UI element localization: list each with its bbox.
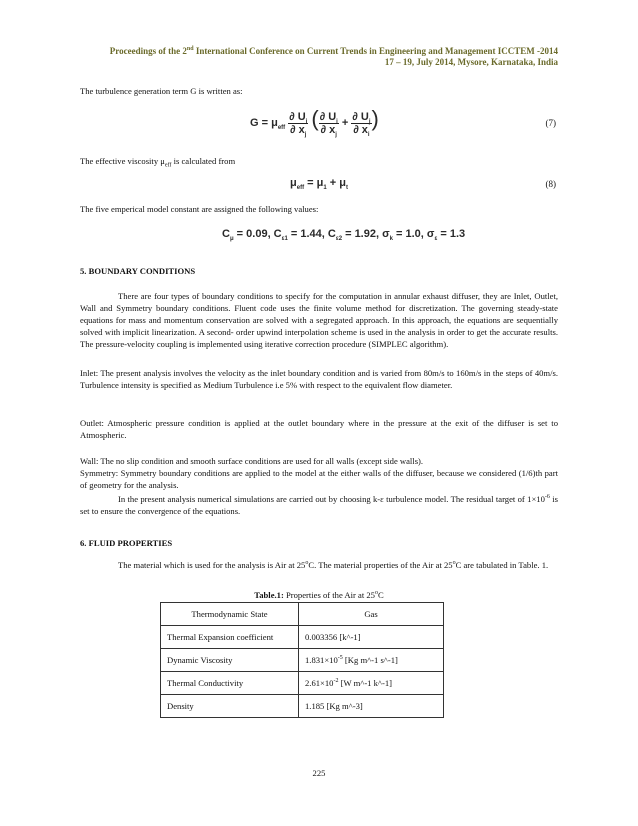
constants-text: The five emperical model constant are assigned the following values:	[80, 204, 319, 214]
outlet-paragraph: Outlet: Atmospheric pressure condition is applied at the outlet boundary where in the pressure at the exit of the diffuser is set to Atmospheric.	[80, 418, 558, 440]
table-row	[161, 626, 444, 649]
table-cell: 0.003356 [k^-1]	[299, 626, 444, 649]
table-cell: Density	[161, 695, 299, 718]
section-6-heading: 6. FLUID PROPERTIES	[80, 538, 173, 548]
table-row	[161, 695, 444, 718]
table-cell: 1.185 [Kg m^-3]	[299, 695, 444, 718]
table-row	[161, 672, 444, 695]
wall-paragraph: Wall: The no slip condition and smooth surface conditions are used for all walls (except side walls).	[80, 456, 424, 466]
table-header-cell: Thermodynamic State	[161, 603, 299, 626]
page-number: 225	[312, 768, 326, 778]
section-5-heading: 5. BOUNDARY CONDITIONS	[80, 266, 196, 276]
section-6-paragraph: The material which is used for the analysis is Air at 25$^o$C. The material properties of the Air at 25$^o$C are tabulated in Table. 1.	[118, 560, 549, 570]
table-cell: $2.61\times 10^{-2}$ [W m^-1 k^-1]	[299, 672, 444, 695]
table-cell: Thermal Expansion coefficient	[161, 626, 299, 649]
section-5-paragraph: There are four types of boundary conditions to specify for the computation in annular exhaust diffuser, they are Inlet, Outlet, Wall and Symmetry boundary conditions. Fluent code uses the finite volume method for discretization. The governing steady-state equations for mass and momentum conservation are solved with a segregated approach. In this approach, the equations are sequentially solved with implicit linearization. A second- order upwind interpolation scheme is used in the analysis in order to get the accurate results. The pressure-velocity coupling is implemented using iterative correction procedure (SIMPLEC algorithm).	[80, 291, 558, 349]
table-cell: Thermal Conductivity	[161, 672, 299, 695]
table-header-cell: Gas	[299, 603, 444, 626]
table-cell: $1.831\times 10^{-5}$ [Kg m^-1 s^-1]	[299, 649, 444, 672]
table-caption: Table.1: Properties of the Air at 25$^o$C	[254, 590, 384, 600]
g-intro-text: The turbulence generation term G is written as:	[80, 86, 243, 96]
table-row	[161, 649, 444, 672]
table-cell: Dynamic Viscosity	[161, 649, 299, 672]
constants-equation: $C_\mu = 0.09$, $C_{\varepsilon 1} = 1.44$, $C_{\varepsilon 2} = 1.92$, $\sigma_k = 1.0$, $\sigma_\varepsilon = 1.3$	[222, 228, 466, 243]
table-header-row	[161, 603, 444, 626]
properties-table	[160, 602, 444, 718]
residual-paragraph: In the present analysis numerical simulations are carried out by choosing k-ε turbulence model. The residual target of $1\times 10^{-6}$ is set to ensure the convergence of the equations.	[80, 494, 558, 516]
equation-8: $\mu_{eff} = \mu_1 + \mu_t$	[290, 177, 348, 192]
header-line1: Proceedings of the 2nd International Conference on Current Trends in Engineering and Management ICCTEM -2014	[109, 46, 558, 56]
conference-header	[110, 46, 558, 68]
equation-7-number: (7)	[545, 118, 556, 128]
equation-8-number: (8)	[545, 179, 556, 189]
equation-7: $G = \mu_{eff}$ $\frac{\partial U_i}{\partial x_j}$ ( $\frac{\partial U_i}{\partial x_j}$ + $\frac{\partial U_j}{\partial x_i}$ )	[250, 106, 379, 138]
viscosity-text: The effective viscosity $\mu_{eff}$ is calculated from	[80, 156, 236, 169]
symmetry-paragraph: Symmetry: Symmetry boundary conditions are applied to the model at the either walls of the diffuser, because we considered (1/6)th part of geometry for the analysis.	[80, 468, 558, 490]
inlet-paragraph: Inlet: The present analysis involves the velocity as the inlet boundary condition and is varied from 80m/s to 160m/s in the steps of 40m/s. Turbulence intensity is specified as Medium Turbulence i.e 5% with respect to the equivalent flow diameter.	[80, 368, 558, 390]
header-line2: 17 – 19, July 2014, Mysore, Karnataka, India	[384, 57, 558, 67]
